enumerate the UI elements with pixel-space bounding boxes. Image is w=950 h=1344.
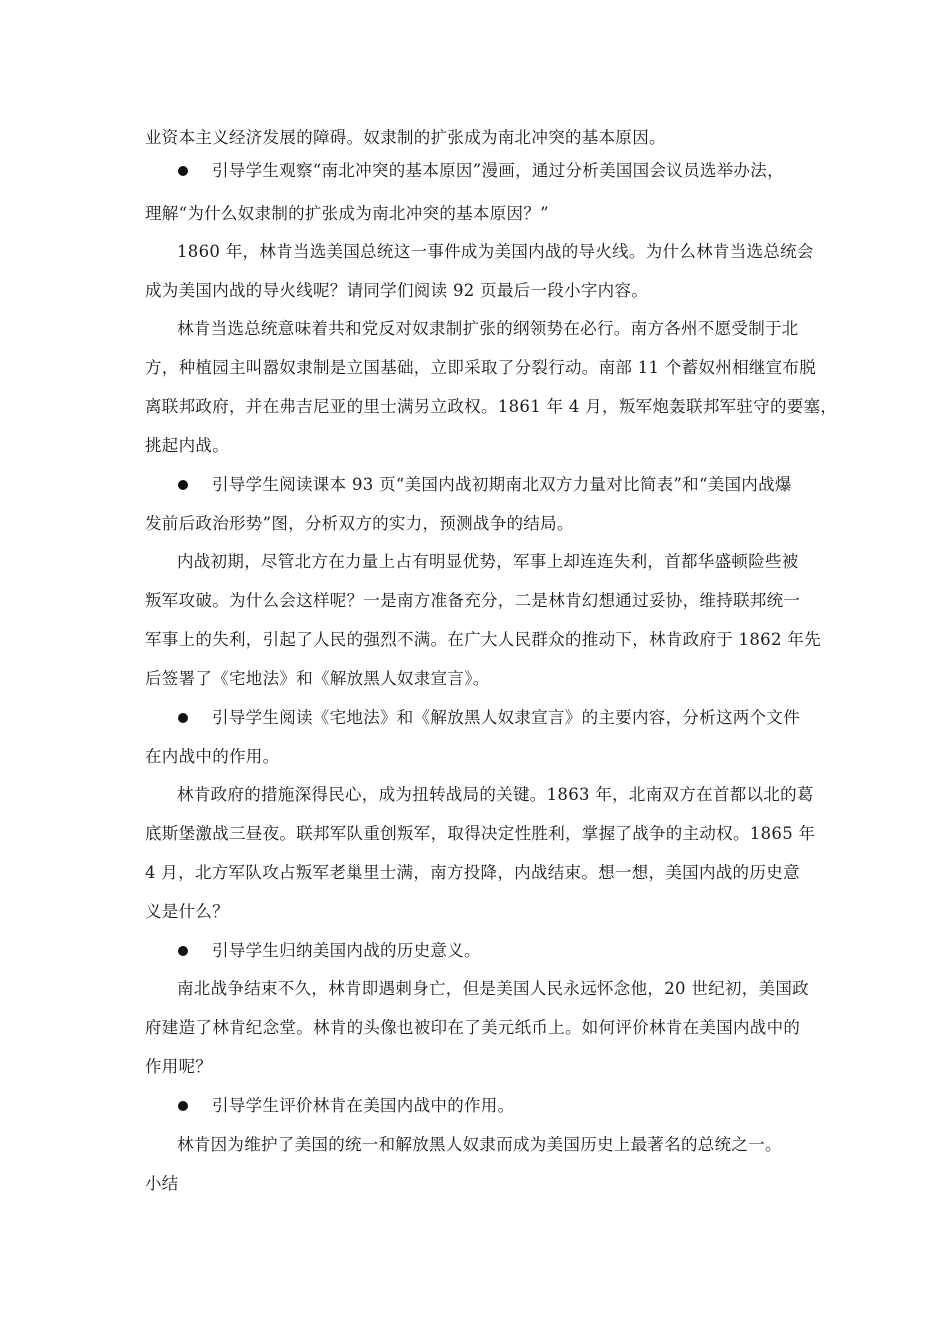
bullet-text: 引导学生阅读《宅地法》和《解放黑人奴隶宣言》的主要内容，分析这两个文件: [212, 708, 800, 727]
paragraph-start: 林肯政府的措施深得民心，成为扭转战局的关键。1863 年，北南双方在首都以北的葛: [177, 785, 814, 804]
bullet-text: 引导学生归纳美国内战的历史意义。: [212, 941, 481, 960]
bullet-icon: [178, 166, 188, 176]
section-heading: 小结: [145, 1174, 179, 1193]
bullet-icon: [178, 480, 188, 490]
text-line: 叛军攻破。为什么会这样呢？一是南方准备充分，二是林肯幻想通过妥协，维持联邦统一: [145, 591, 801, 610]
paragraph-start: 南北战争结束不久，林肯即遇刺身亡，但是美国人民永远怀念他，20 世纪初，美国政: [177, 979, 809, 998]
bullet-text: 引导学生观察“南北冲突的基本原因”漫画，通过分析美国国会议员选举办法，: [212, 161, 784, 180]
text-line: 在内战中的作用。: [145, 747, 280, 766]
text-line: 成为美国内战的导火线呢？请同学们阅读 92 页最后一段小字内容。: [145, 281, 649, 300]
bullet-text: 引导学生评价林肯在美国内战中的作用。: [212, 1096, 515, 1115]
text-line: 作用呢？: [145, 1057, 213, 1076]
text-line: 发前后政治形势”图，分析双方的实力，预测战争的结局。: [145, 514, 574, 533]
paragraph-start: 林肯因为维护了美国的统一和解放黑人奴隶而成为美国历史上最著名的总统之一。: [177, 1135, 782, 1154]
paragraph-start: 内战初期，尽管北方在力量上占有明显优势，军事上却连连失利，首都华盛顿险些被: [177, 552, 799, 571]
text-line: 挑起内战。: [145, 436, 229, 455]
text-line: 底斯堡激战三昼夜。联邦军队重创叛军，取得决定性胜利，掌握了战争的主动权。1865 年: [145, 824, 816, 843]
text-line: 4 月，北方军队攻占叛军老巢里士满，南方投降，内战结束。想一想，美国内战的历史意: [145, 863, 800, 882]
text-line: 离联邦政府，并在弗吉尼亚的里士满另立政权。1861 年 4 月，叛军炮轰联邦军驻守的要塞，: [145, 397, 838, 416]
text-line: 方，种植园主叫嚣奴隶制是立国基础，立即采取了分裂行动。南部 11 个蓄奴州相继宣布脱: [145, 358, 817, 377]
text-line: 府建造了林肯纪念堂。林肯的头像也被印在了美元纸币上。如何评价林肯在美国内战中的: [145, 1018, 801, 1037]
bullet-icon: [178, 713, 188, 723]
paragraph-start: 林肯当选总统意味着共和党反对奴隶制扩张的纲领势在必行。南方各州不愿受制于北: [177, 319, 799, 338]
text-line: 义是什么？: [145, 902, 229, 921]
text-line: 军事上的失利，引起了人民的强烈不满。在广大人民群众的推动下，林肯政府于 1862 年先: [145, 630, 821, 649]
bullet-text: 引导学生阅读课本 93 页“美国内战初期南北双方力量对比简表”和“美国内战爆: [212, 475, 792, 494]
text-line: 业资本主义经济发展的障碍。奴隶制的扩张成为南北冲突的基本原因。: [145, 128, 666, 147]
text-line: 理解“为什么奴隶制的扩张成为南北冲突的基本原因？”: [145, 204, 549, 223]
text-line: 后签署了《宅地法》和《解放黑人奴隶宣言》。: [145, 669, 490, 688]
bullet-icon: [178, 946, 188, 956]
bullet-icon: [178, 1101, 188, 1111]
paragraph-start: 1860 年，林肯当选美国总统这一事件成为美国内战的导火线。为什么林肯当选总统会: [177, 242, 814, 261]
